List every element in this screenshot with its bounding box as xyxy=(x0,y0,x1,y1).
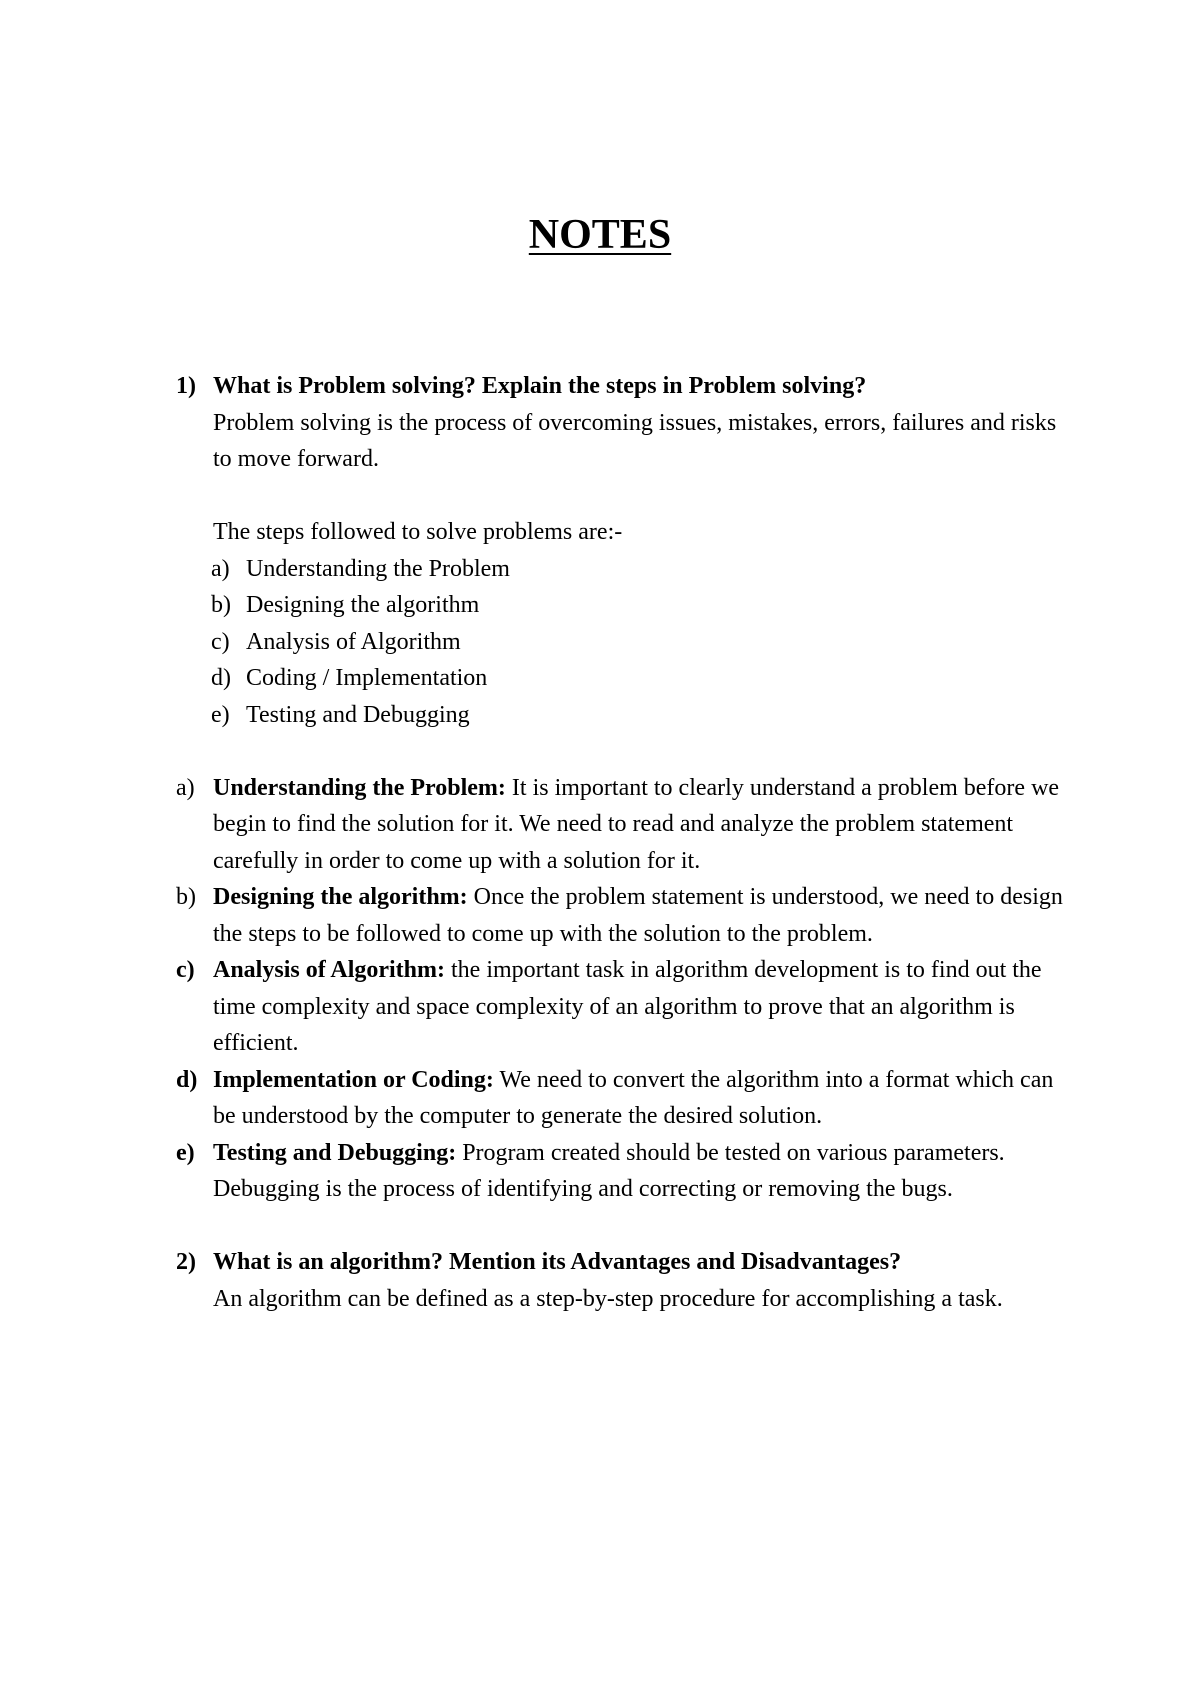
step-text: Understanding the Problem xyxy=(246,555,510,582)
question-number: 1) xyxy=(176,373,196,399)
step-list-item xyxy=(176,587,1076,624)
step-list-item xyxy=(176,697,1076,734)
question-heading: What is Problem solving? Explain the steps in Problem solving? xyxy=(213,373,867,399)
step-list-item xyxy=(176,551,1076,588)
step-marker: b) xyxy=(211,592,231,618)
step-marker: d) xyxy=(211,665,231,691)
step-marker: a) xyxy=(211,555,230,582)
detail-marker: b) xyxy=(176,884,196,910)
detail-heading: Analysis of Algorithm: xyxy=(213,957,446,983)
question-1 xyxy=(176,368,1076,551)
notes-content xyxy=(176,368,1076,1317)
detail-heading: Designing the algorithm: xyxy=(213,884,468,910)
step-text: Designing the algorithm xyxy=(246,592,480,618)
step-marker: c) xyxy=(211,628,230,655)
question-number: 2) xyxy=(176,1249,196,1275)
detail-text: Program created should be tested on various parameters. Debugging is the process of identifying and correcting or removing the bugs. xyxy=(213,1139,1005,1202)
step-detail xyxy=(176,952,1076,1062)
step-text: Coding / Implementation xyxy=(246,665,488,691)
step-list-item xyxy=(176,624,1076,661)
question-answer: An algorithm can be defined as a step-by-step procedure for accomplishing a task. xyxy=(213,1285,1003,1312)
question-heading: What is an algorithm? Mention its Advantages and Disadvantages? xyxy=(213,1249,902,1275)
step-detail xyxy=(176,770,1076,880)
detail-marker: c) xyxy=(176,957,195,983)
detail-heading: Testing and Debugging: xyxy=(213,1139,457,1166)
detail-text: It is important to clearly understand a problem before we begin to find the solution for it. We need to read and analyze the problem statement carefully in order to come up with a solution for it. xyxy=(213,774,1060,874)
step-list-item xyxy=(176,660,1076,697)
detail-marker: a) xyxy=(176,774,195,801)
step-detail xyxy=(176,1062,1076,1135)
page-title: NOTES xyxy=(528,212,672,258)
detail-text: We need to convert the algorithm into a format which can be understood by the computer to generate the desired solution. xyxy=(213,1066,1054,1129)
detail-marker: e) xyxy=(176,1139,195,1166)
detail-heading: Understanding the Problem: xyxy=(213,774,506,801)
detail-heading: Implementation or Coding: xyxy=(213,1066,494,1093)
step-detail xyxy=(176,1135,1076,1208)
detail-text: Once the problem statement is understood, we need to design the steps to be followed to come up with the solution to the problem. xyxy=(213,884,1063,947)
steps-intro: The steps followed to solve problems are:- xyxy=(213,519,623,545)
step-text: Testing and Debugging xyxy=(246,701,470,728)
detail-marker: d) xyxy=(176,1066,198,1093)
step-marker: e) xyxy=(211,701,230,728)
step-text: Analysis of Algorithm xyxy=(246,628,461,655)
detail-text: the important task in algorithm development is to find out the time complexity and space complexity of an algorithm to prove that an algorithm is efficient. xyxy=(213,957,1042,1056)
step-detail xyxy=(176,879,1076,952)
question-answer: Problem solving is the process of overcoming issues, mistakes, errors, failures and risks to move forward. xyxy=(213,409,1057,472)
question-2 xyxy=(176,1244,1076,1317)
